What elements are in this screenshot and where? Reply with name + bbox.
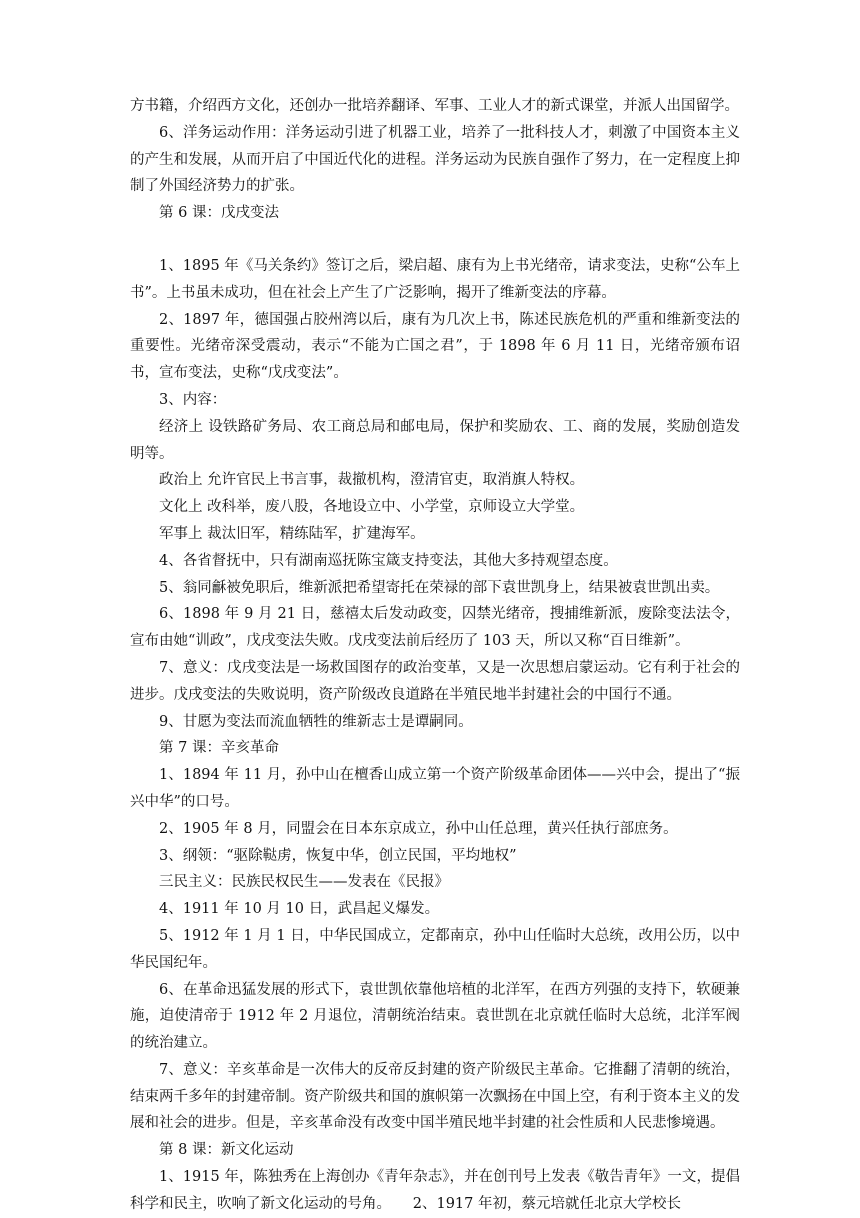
paragraph: 5、1912 年 1 月 1 日，中华民国成立，定都南京，孙中山任临时大总统，改用公历，以中华民国纪年。 <box>130 927 740 971</box>
paragraph: 9、甘愿为变法而流血牺牲的维新志士是谭嗣同。 <box>159 713 473 730</box>
paragraph: 4、各省督抚中，只有湖南巡抚陈宝箴支持变法，其他大多持观望态度。 <box>159 552 618 569</box>
paragraph: 7、意义：辛亥革命是一次伟大的反帝反封建的资产阶级民主革命。它推翻了清朝的统治，结束两千多年的封建帝制。资产阶级共和国的旗帜第一次飘扬在中国上空，有利于资本主义的发展和社会的进步。但是，辛亥革命没有改变中国半殖民地半封建的社会性质和人民悲惨境遇。 <box>130 1061 740 1132</box>
paragraph: 1、1895 年《马关条约》签订之后，梁启超、康有为上书光绪帝，请求变法，史称“公车上书”。上书虽未成功，但在社会上产生了广泛影响，揭开了维新变法的序幕。 <box>130 257 740 301</box>
paragraph: 1、1894 年 11 月，孙中山在檀香山成立第一个资产阶级革命团体——兴中会，提出了“振兴中华”的口号。 <box>130 767 740 810</box>
paragraph: 6、洋务运动作用：洋务运动引进了机器工业，培养了一批科技人才，刺激了中国资本主义的产生和发展，从而开启了中国近代化的进程。洋务运动为民族自强作了努力，在一定程度上抑制了外国经济势力的扩张。 <box>130 124 740 195</box>
paragraph: 7、意义：戊戌变法是一场救国图存的政治变革，又是一次思想启蒙运动。它有利于社会的进步。戊戌变法的失败说明，资产阶级改良道路在半殖民地半封建社会的中国行不通。 <box>130 659 740 703</box>
paragraph: 3、内容： <box>159 391 227 408</box>
paragraph: 1、1915 年，陈独秀在上海创办《青年杂志》，并在创刊号上发表《敬告青年》一文，提倡科学和民主，吹响了新文化运动的号角。 2、1917 年初，蔡元培就任北京大学校长 <box>130 1169 740 1212</box>
paragraph: 2、1905 年 8 月，同盟会在日本东京成立，孙中山任总理，黄兴任执行部庶务。 <box>159 820 678 837</box>
paragraph: 6、1898 年 9 月 21 日，慈禧太后发动政变，囚禁光绪帝，搜捕维新派，废除变法法令，宣布由她“训政”，戊戌变法失败。戊戌变法前后经历了 103 天，所以又称“百日维新”。 <box>130 606 740 650</box>
paragraph: 4、1911 年 10 月 10 日，武昌起义爆发。 <box>159 901 440 918</box>
document-page <box>130 93 740 1218</box>
paragraph: 2、1897 年，德国强占胶州湾以后，康有为几次上书，陈述民族危机的严重和维新变法的重要性。光绪帝深受震动，表示“不能为亡国之君”，于 1898 年 6 月 11 日，光绪帝颁布诏书，宣布变法，史称“戊戌变法”。 <box>130 311 740 382</box>
lesson-heading: 第 7 课：辛亥革命 <box>159 740 279 757</box>
paragraph: 军事上 裁汰旧军，精练陆军，扩建海军。 <box>159 525 425 542</box>
paragraph: 3、纲领：“驱除鞑虏，恢复中华，创立民国，平均地权” <box>159 847 517 864</box>
lesson-heading: 第 8 课：新文化运动 <box>159 1142 294 1159</box>
paragraph: 6、在革命迅猛发展的形式下，袁世凯依靠他培植的北洋军，在西方列强的支持下，软硬兼施，迫使清帝于 1912 年 2 月退位，清朝统治结束。袁世凯在北京就任临时大总统，北洋军阀的统治建立。 <box>130 981 740 1052</box>
paragraph: 5、翁同龢被免职后，维新派把希望寄托在荣禄的部下袁世凯身上，结果被袁世凯出卖。 <box>159 579 720 596</box>
blank-line <box>130 227 740 253</box>
paragraph: 政治上 允许官民上书言事，裁撤机构，澄清官吏，取消旗人特权。 <box>159 472 585 489</box>
paragraph: 经济上 设铁路矿务局、农工商总局和邮电局，保护和奖励农、工、商的发展，奖励创造发明等。 <box>130 418 740 462</box>
paragraph: 文化上 改科举，废八股，各地设立中、小学堂，京师设立大学堂。 <box>159 499 585 516</box>
paragraph: 方书籍，介绍西方文化，还创办一批培养翻译、军事、工业人才的新式课堂，并派人出国留学。 <box>130 98 739 114</box>
paragraph: 三民主义：民族民权民生——发表在《民报》 <box>159 874 449 891</box>
lesson-heading: 第 6 课：戊戌变法 <box>159 205 279 222</box>
